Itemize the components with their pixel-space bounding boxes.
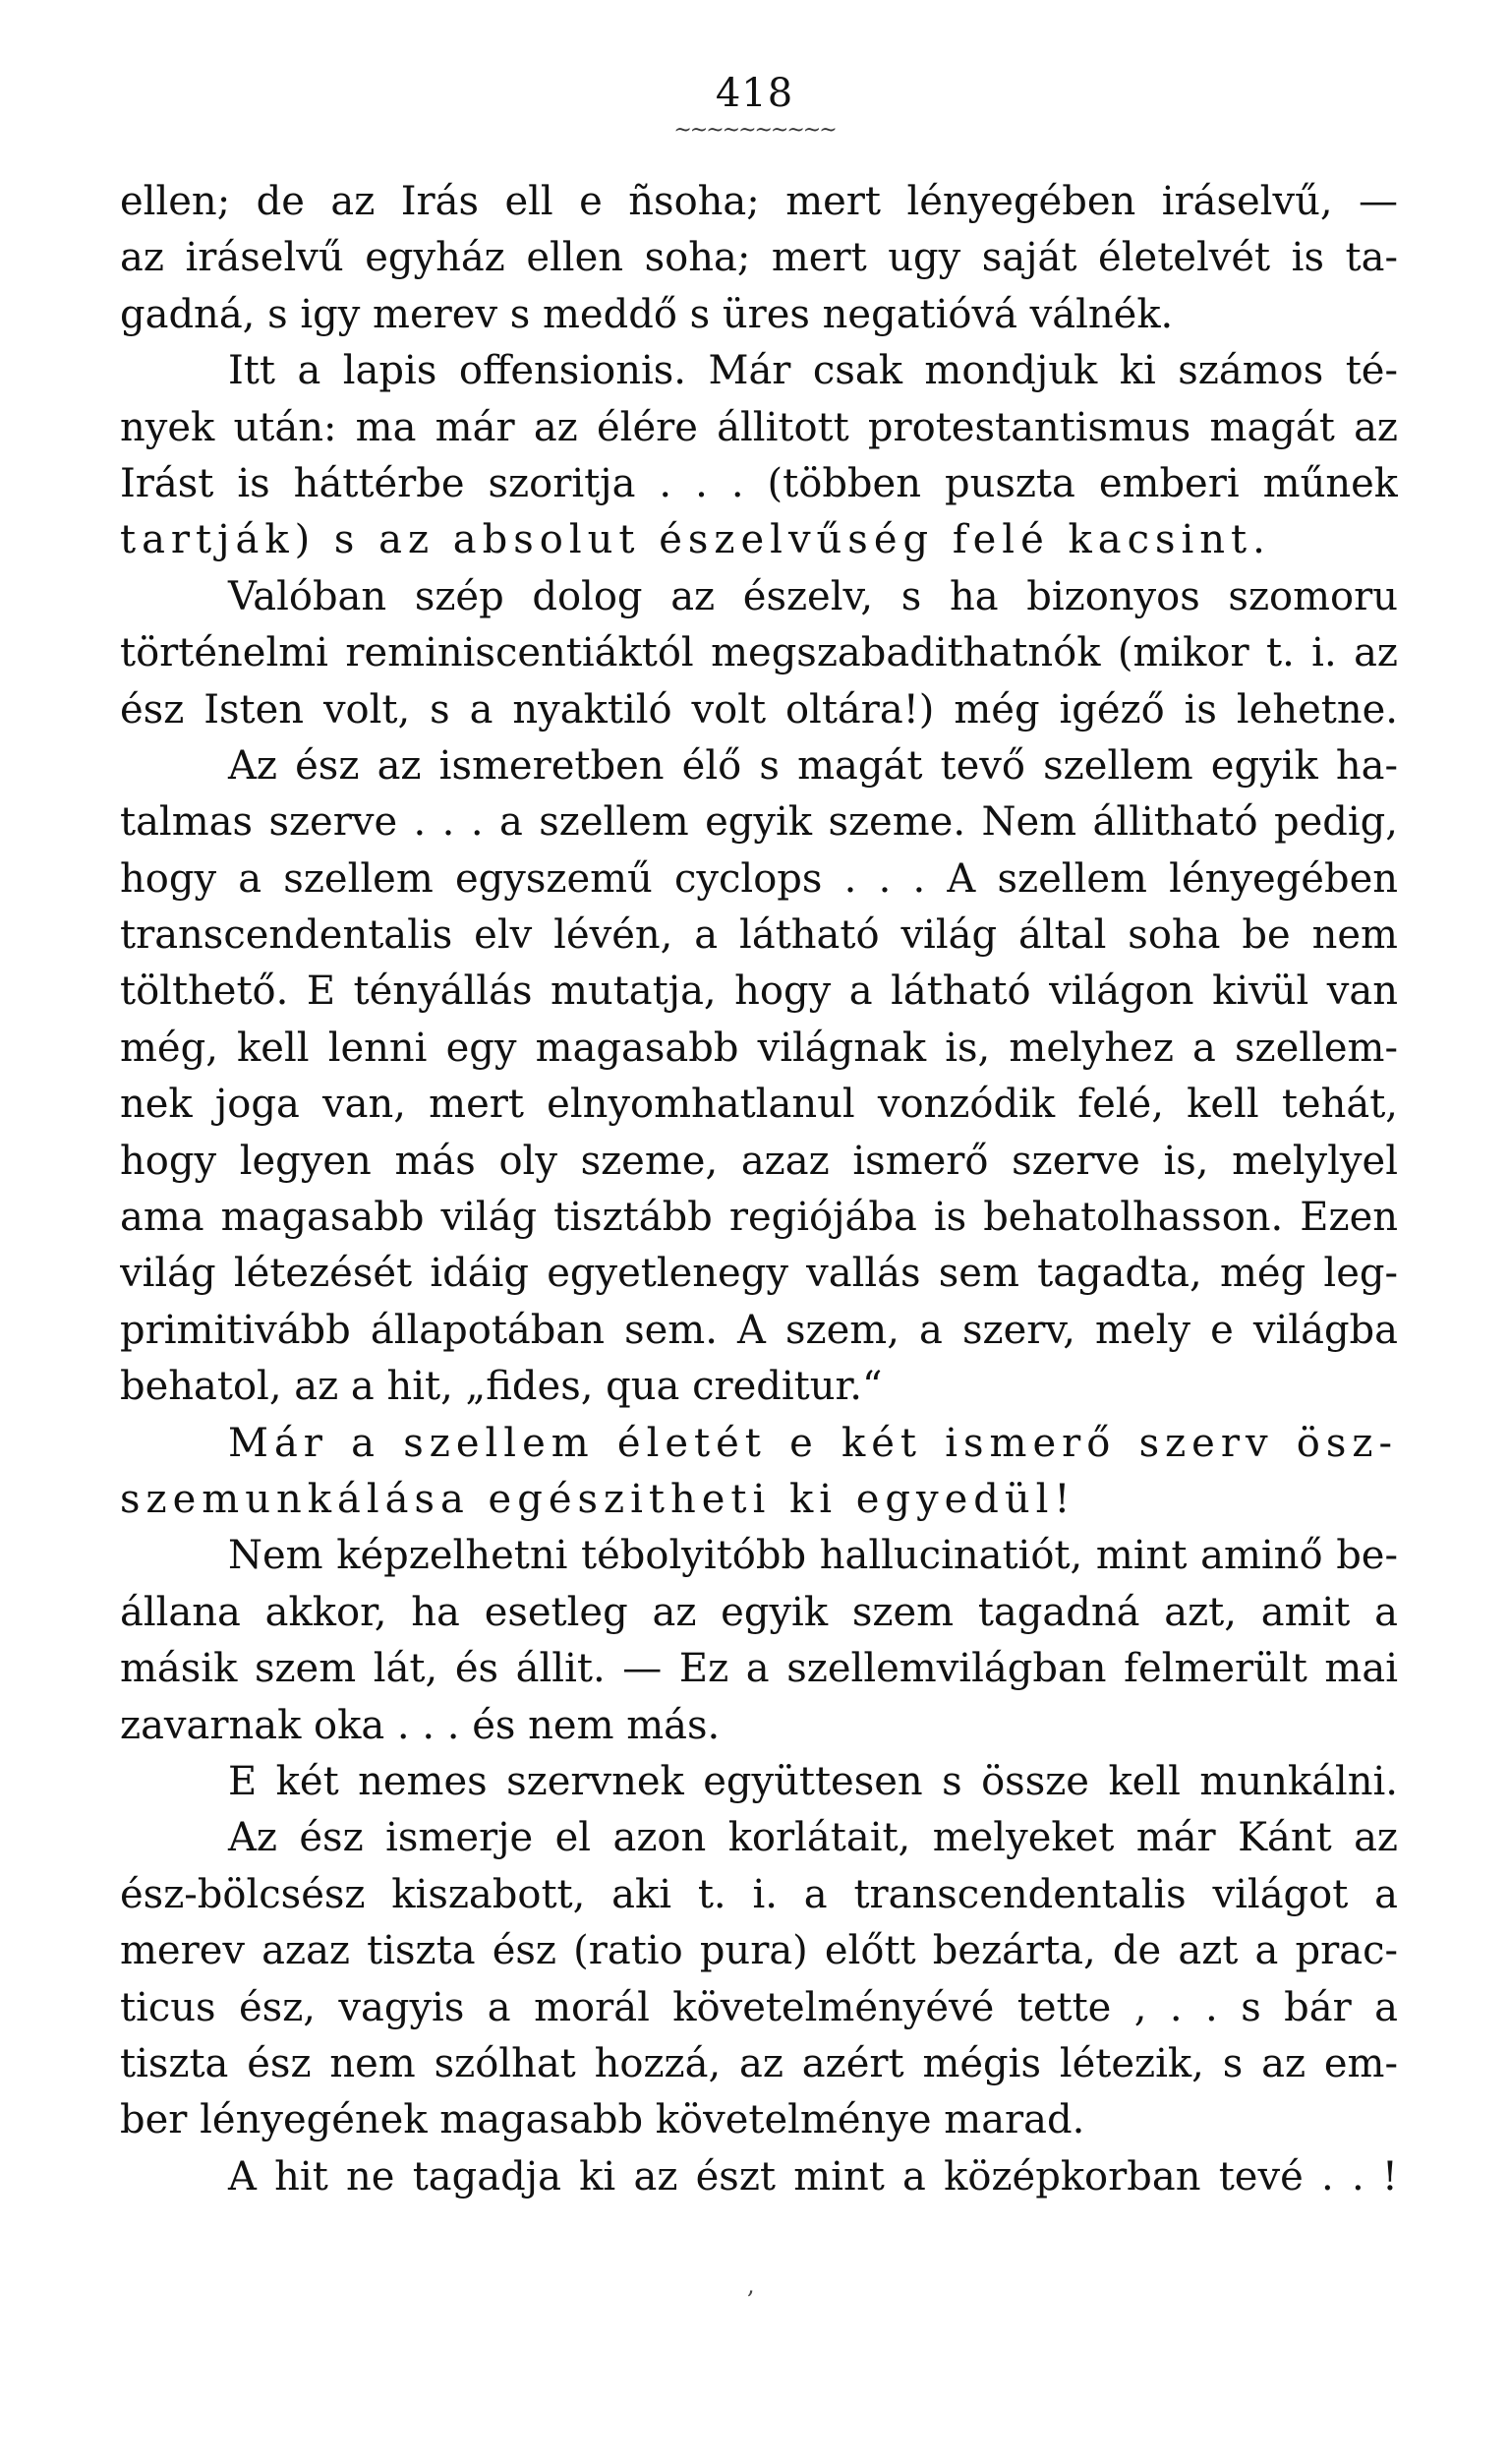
text-line: állana akkor, ha esetleg az egyik szem tagadná azt, amit a bbox=[120, 1589, 1398, 1635]
text-line: ber lényegének magasabb követelménye marad. bbox=[120, 2097, 1085, 2143]
text-line: Nem képzelhetni tébolyitóbb hallucinatiót, mint aminő be- bbox=[228, 1533, 1398, 1579]
text-line: Már a szellem életét e két ismerő szerv ösz- bbox=[228, 1420, 1398, 1466]
text-line: Irást is háttérbe szoritja . . . (többen puszta emberi műnek bbox=[120, 460, 1398, 506]
text-line: hogy a szellem egyszemű cyclops . . . A szellem lényegében bbox=[120, 855, 1398, 902]
page-number-ornament: ~~~~~~~~~~ bbox=[673, 118, 836, 143]
text-line: ama magasabb világ tisztább regiójába is behatolhasson. Ezen bbox=[120, 1195, 1398, 1241]
text-line: talmas szerve . . . a szellem egyik szeme. Nem állitható pedig, bbox=[120, 799, 1398, 846]
text-line: ész Isten volt, s a nyaktiló volt oltára!) még igéző is lehetne. bbox=[120, 686, 1398, 733]
text-line: ész-bölcsész kiszabott, aki t. i. a transcendentalis világot a bbox=[120, 1871, 1398, 1917]
text-line: másik szem lát, és állit. — Ez a szellemvilágban felmerült mai bbox=[120, 1646, 1398, 1692]
stray-mark: , bbox=[747, 2271, 755, 2299]
text-line: zavarnak oka . . . és nem más. bbox=[120, 1702, 721, 1748]
text-line: gadná, s igy merev s meddő s üres negatióvá válnék. bbox=[120, 291, 1174, 337]
text-line: Az ész az ismeretben élő s magát tevő szellem egyik ha- bbox=[228, 742, 1398, 789]
text-line: merev azaz tiszta ész (ratio pura) előtt bezárta, de azt a prac- bbox=[120, 1928, 1398, 1974]
text-line: Itt a lapis offensionis. Már csak mondjuk ki számos té- bbox=[228, 348, 1398, 394]
body-text bbox=[120, 174, 1398, 2205]
text-line: világ létezését idáig egyetlenegy vallás sem tagadta, még leg- bbox=[120, 1251, 1398, 1297]
text-line: E két nemes szervnek együttesen s össze kell munkálni. bbox=[228, 1758, 1398, 1804]
text-line: Az ész ismerje el azon korlátait, melyeket már Kánt az bbox=[228, 1815, 1398, 1861]
text-line: történelmi reminiscentiáktól megszabadithatnók (mikor t. i. az bbox=[120, 630, 1398, 676]
text-line: nek joga van, mert elnyomhatlanul vonzódik felé, kell tehát, bbox=[120, 1082, 1398, 1128]
text-line: ticus ész, vagyis a morál követelményévé tette , . . s bár a bbox=[120, 1984, 1398, 2030]
text-line: hogy legyen más oly szeme, azaz ismerő szerve is, melylyel bbox=[120, 1138, 1398, 1184]
text-line: primitivább állapotában sem. A szem, a szerv, mely e világba bbox=[120, 1307, 1398, 1353]
text-line: Valóban szép dolog az észelv, s ha bizonyos szomoru bbox=[228, 573, 1398, 619]
text-line: transcendentalis elv lévén, a látható világ által soha be nem bbox=[120, 912, 1398, 959]
text-line: még, kell lenni egy magasabb világnak is, melyhez a szellem- bbox=[120, 1025, 1398, 1071]
text-line: tartják) s az absolut észelvűség felé kacsint. bbox=[120, 517, 1271, 563]
text-line: szemunkálása egészitheti ki egyedül! bbox=[120, 1476, 1076, 1522]
text-line: nyek után: ma már az élére állitott protestantismus magát az bbox=[120, 404, 1398, 450]
text-line: az iráselvű egyház ellen soha; mert ugy saját életelvét is ta- bbox=[120, 235, 1398, 281]
text-line: ellen; de az Irás ell e ñsoha; mert lényegében iráselvű, — bbox=[120, 179, 1398, 224]
text-line: behatol, az a hit, „fides, qua creditur.“ bbox=[120, 1364, 883, 1410]
text-line: A hit ne tagadja ki az észt mint a középkorban tevé . . ! bbox=[228, 2153, 1398, 2200]
page-number: 418 bbox=[715, 71, 794, 116]
text-line: tiszta ész nem szólhat hozzá, az azért mégis létezik, s az em- bbox=[120, 2040, 1398, 2086]
text-line: tölthető. E tényállás mutatja, hogy a látható világon kivül van bbox=[120, 968, 1398, 1015]
